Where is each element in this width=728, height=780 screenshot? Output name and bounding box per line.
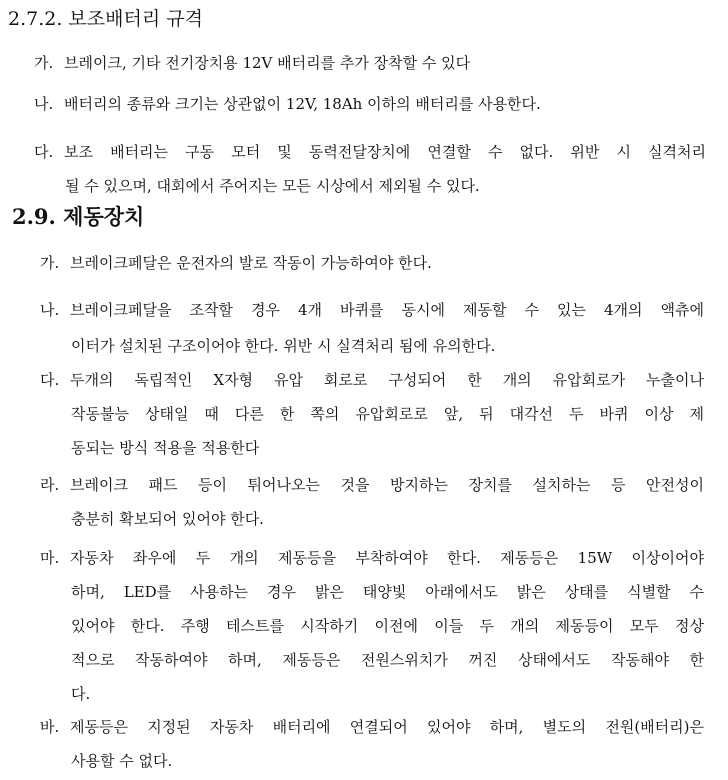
section-heading-2-9: 2.9. 제동장치: [12, 204, 145, 229]
item-marker: 라.: [40, 476, 60, 494]
item-text-line: 작동불능 상태일 때 다른 한 쪽의 유압회로로 앞, 뒤 대각선 두 바퀴 이상 제: [71, 405, 704, 423]
item-text-line: 두개의 독립적인 X자형 유압 회로로 구성되어 한 개의 유압회로가 누출이나: [70, 371, 704, 389]
list-item: [40, 363, 704, 465]
list-item: [40, 710, 704, 778]
item-marker: 다.: [34, 143, 54, 161]
item-text-line: 적으로 작동하여야 하며, 제동등은 전원스위치가 꺼진 상태에서도 작동해야 한: [71, 651, 704, 669]
item-text-line: 다.: [71, 685, 91, 703]
item-text-line: 될 수 있으며, 대회에서 주어지는 모든 시상에서 제외될 수 있다.: [65, 177, 480, 195]
item-text-line: 동되는 방식 적용을 적용한다: [71, 439, 260, 457]
item-text-line: 하며, LED를 사용하는 경우 밝은 태양빛 아래에서도 밝은 상태를 식별할 수: [71, 583, 704, 601]
list-item: [40, 541, 704, 711]
list-item: [34, 135, 706, 203]
item-text-line: 보조 배터리는 구동 모터 및 동력전달장치에 연결할 수 없다. 위반 시 실격처리: [64, 143, 706, 161]
list-item: [34, 52, 574, 74]
item-marker: 가.: [40, 254, 60, 272]
item-marker: 가.: [34, 54, 54, 72]
list-item: [40, 252, 520, 274]
item-text-line: 브레이크 패드 등이 튀어나오는 것을 방지하는 장치를 설치하는 등 안전성이: [70, 476, 704, 494]
item-text-line: 브레이크페달을 조작할 경우 4개 바퀴를 동시에 제동할 수 있는 4개의 액츄에: [70, 301, 704, 319]
item-text-line: 이터가 설치된 구조이어야 한다. 위반 시 실격처리 됨에 유의한다.: [71, 337, 496, 355]
item-marker: 다.: [40, 371, 60, 389]
section-heading-2-7-2: 2.7.2. 보조배터리 규격: [8, 8, 203, 30]
item-text-line: 있어야 한다. 주행 테스트를 시작하기 이전에 이들 두 개의 제동등이 모두 정상: [71, 617, 704, 635]
item-text: 배터리의 종류와 크기는 상관없이 12V, 18Ah 이하의 배터리를 사용한다.: [64, 95, 541, 113]
item-text-line: 제동등은 지정된 자동차 배터리에 연결되어 있어야 하며, 별도의 전원(배터리)은: [70, 718, 704, 736]
list-item: [40, 292, 704, 364]
item-marker: 나.: [34, 95, 54, 113]
item-marker: 바.: [40, 718, 60, 736]
item-text-line: 사용할 수 없다.: [71, 752, 173, 770]
item-text: 브레이크, 기타 전기장치용 12V 배터리를 추가 장착할 수 있다: [64, 54, 471, 72]
list-item: [34, 93, 654, 115]
item-text-line: 자동차 좌우에 두 개의 제동등을 부착하여야 한다. 제동등은 15W 이상이어야: [70, 549, 704, 567]
item-text-line: 충분히 확보되어 있어야 한다.: [71, 510, 264, 528]
item-text: 브레이크페달은 운전자의 발로 작동이 가능하여야 한다.: [70, 254, 432, 272]
list-item: [40, 468, 704, 536]
item-marker: 나.: [40, 301, 60, 319]
item-marker: 마.: [40, 549, 60, 567]
